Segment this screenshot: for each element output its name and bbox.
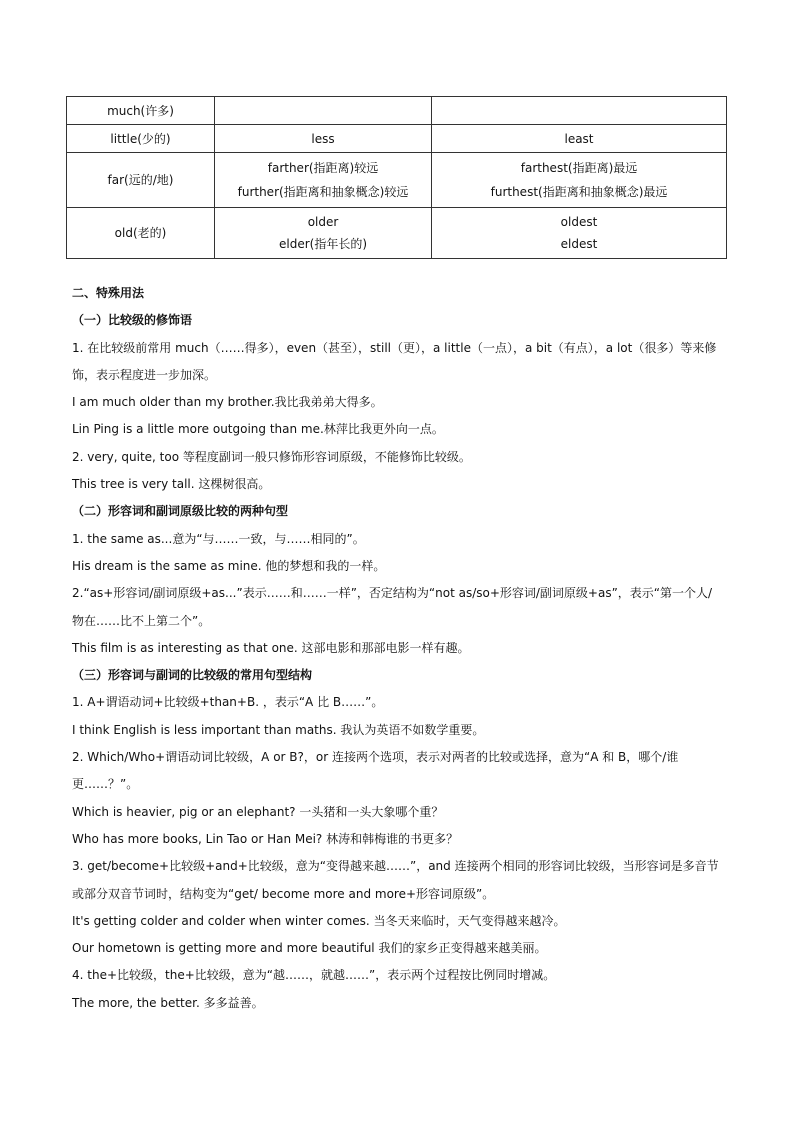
base-word: old(老的) (114, 226, 167, 240)
rule-paragraph: 1. A+谓语动词+比较级+than+B. ，表示“A 比 B……”。 (72, 695, 384, 710)
base-word: far(远的/地) (107, 173, 174, 187)
comparative-form: elder(指年长的) (278, 237, 367, 251)
rule-paragraph: 2.“as+形容词/副词原级+as...”表示……和……一样”，否定结构为“not as/so+形容词/副词原级+as”，表示“第一个人/物在……比不上第二个”。 (72, 586, 713, 628)
comparative-cell (215, 153, 432, 208)
table-row (67, 97, 727, 125)
base-word: little(少的) (110, 131, 171, 146)
base-word-cell (67, 97, 215, 125)
rule-paragraph: 2. very, quite, too 等程度副词一般只修饰形容词原级，不能修饰比较级。 (72, 449, 471, 464)
superlative-cell (432, 97, 727, 125)
rule-paragraph: 3. get/become+比较级+and+比较级，意为“变得越来越……”，and 连接两个相同的形容词比较级，当形容词是多音节或部分双音节词时，结构变为“get/ become more and more+形容词原级”。 (72, 859, 719, 901)
superlative-form: eldest (560, 237, 598, 251)
comparative-form: less (311, 131, 335, 146)
table-row (67, 125, 727, 153)
comparative-cell (215, 97, 432, 125)
superlative-form: farthest(指距离)最远 (520, 161, 638, 175)
superlative-form: least (564, 131, 594, 146)
comparative-cell (215, 125, 432, 153)
base-word-cell (67, 153, 215, 208)
superlative-cell (432, 153, 727, 208)
example-sentence: Our hometown is getting more and more beautiful 我们的家乡正变得越来越美丽。 (72, 941, 547, 956)
example-sentence: His dream is the same as mine. 他的梦想和我的一样。 (72, 558, 386, 573)
subsection-heading: （三）形容词与副词的比较级的常用句型结构 (72, 668, 313, 683)
superlative-form: oldest (560, 215, 598, 229)
comparative-form: older (307, 215, 339, 229)
table-row (67, 208, 727, 259)
example-sentence: Which is heavier, pig or an elephant? 一头猪和一头大象哪个重？ (72, 804, 444, 819)
comparative-form: farther(指距离)较远 (267, 161, 379, 175)
base-word: much(许多) (107, 103, 174, 118)
superlative-form: furthest(指距离和抽象概念)最远 (490, 185, 668, 199)
superlative-cell (432, 208, 727, 259)
base-word-cell (67, 125, 215, 153)
example-sentence: I think English is less important than maths. 我认为英语不如数学重要。 (72, 722, 485, 737)
superlative-cell (432, 125, 727, 153)
rule-paragraph: 1. 在比较级前常用 much（……得多），even（甚至），still（更），a little（一点），a bit（有点），a lot（很多）等来修饰，表示程度进一步加深。 (72, 340, 717, 382)
comparative-cell (215, 208, 432, 259)
example-sentence: This tree is very tall. 这棵树很高。 (72, 477, 271, 492)
example-sentence: I am much older than my brother.我比我弟弟大得多。 (72, 395, 383, 410)
rule-paragraph: 2. Which/Who+谓语动词比较级，A or B?，or 连接两个选项，表示对两者的比较或选择，意为“A 和 B，哪个/谁更……？”。 (72, 750, 679, 792)
rule-paragraph: 4. the+比较级，the+比较级，意为“越……，就越……”，表示两个过程按比例同时增减。 (72, 968, 556, 983)
example-sentence: This film is as interesting as that one. 这部电影和那部电影一样有趣。 (72, 640, 470, 655)
subsection-heading: （一）比较级的修饰语 (72, 313, 193, 328)
subsection-heading: （二）形容词和副词原级比较的两种句型 (72, 504, 289, 519)
example-sentence: Lin Ping is a little more outgoing than me.林萍比我更外向一点。 (72, 422, 444, 437)
base-word-cell (67, 208, 215, 259)
comparison-table (66, 96, 727, 259)
table-row (67, 153, 727, 208)
rule-paragraph: 1. the same as...意为“与……一致，与……相同的”。 (72, 531, 365, 546)
example-sentence: The more, the better. 多多益善。 (72, 995, 264, 1010)
comparative-form: further(指距离和抽象概念)较远 (237, 185, 409, 199)
section-heading: 二、特殊用法 (72, 286, 145, 300)
section-special-usage (72, 280, 724, 1017)
example-sentence: It's getting colder and colder when winter comes. 当冬天来临时，天气变得越来越冷。 (72, 913, 566, 928)
example-sentence: Who has more books, Lin Tao or Han Mei? 林涛和韩梅谁的书更多？ (72, 831, 459, 846)
